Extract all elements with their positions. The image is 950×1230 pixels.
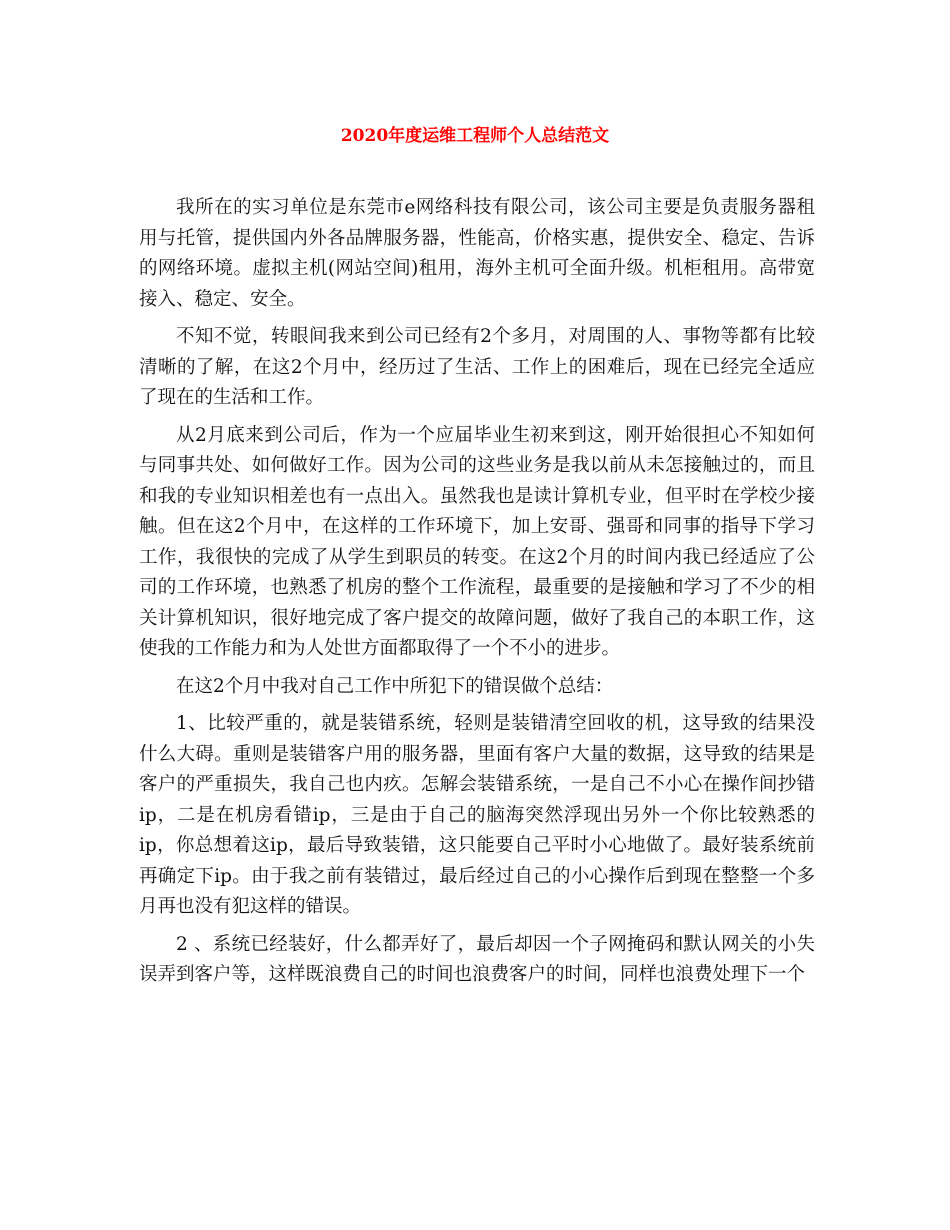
paragraph-two-months: 不知不觉，转眼间我来到公司已经有2个多月，对周围的人、事物等都有比较清晰的了解，在这2个月中，经历过了生活、工作上的困难后，现在已经完全适应了现在的生活和工作。 — [139, 326, 815, 408]
paragraph-mistake-2: 2 、系统已经装好，什么都弄好了，最后却因一个子网掩码和默认网关的小失误弄到客户等，这样既浪费自己的时间也浪费客户的时间，同样也浪费处理下一个 — [139, 933, 815, 985]
paragraph-adaptation: 从2月底来到公司后，作为一个应届毕业生初来到这，刚开始很担心不知如何与同事共处、如何做好工作。因为公司的这些业务是我以前从未怎接触过的，而且和我的专业知识相差也有一点出入。虽然我也是读计算机专业，但平时在学校少接触。但在这2个月中，在这样的工作环境下，加上安哥、强哥和同事的指导下学习工作，我很快的完成了从学生到职员的转变。在这2个月的时间内我已经适应了公司的工作环境，也熟悉了机房的整个工作流程，最重要的是接触和学习了不少的相关计算机知识，很好地完成了客户提交的故障问题，做好了我自己的本职工作，这使我的工作能力和为人处世方面都取得了一个不小的进步。 — [139, 424, 815, 659]
document-body — [139, 193, 815, 998]
paragraph-company-intro: 我所在的实习单位是东莞市e网络科技有限公司，该公司主要是负责服务器租用与托管，提供国内外各品牌服务器，性能高，价格实惠，提供安全、稳定、告诉的网络环境。虚拟主机(网站空间)租用，海外主机可全面升级。机柜租用。高带宽接入、稳定、安全。 — [139, 197, 815, 310]
paragraph-mistake-1: 1、比较严重的，就是装错系统，轻则是装错清空回收的机，这导致的结果没什么大碍。重则是装错客户用的服务器，里面有客户大量的数据，这导致的结果是客户的严重损失，我自己也内疚。怎解会装错系统，一是自己不小心在操作间抄错ip，二是在机房看错ip，三是由于自己的脑海突然浮现出另外一个你比较熟悉的ip，你总想着这ip，最后导致装错，这只能要自己平时小心地做了。最好装系统前再确定下ip。由于我之前有装错过，最后经过自己的小心操作后到现在整整一个多月再也没有犯这样的错误。 — [139, 713, 815, 917]
document-title: 2020年度运维工程师个人总结范文 — [340, 126, 610, 146]
paragraph-mistakes-intro: 在这2个月中我对自己工作中所犯下的错误做个总结： — [176, 675, 614, 697]
